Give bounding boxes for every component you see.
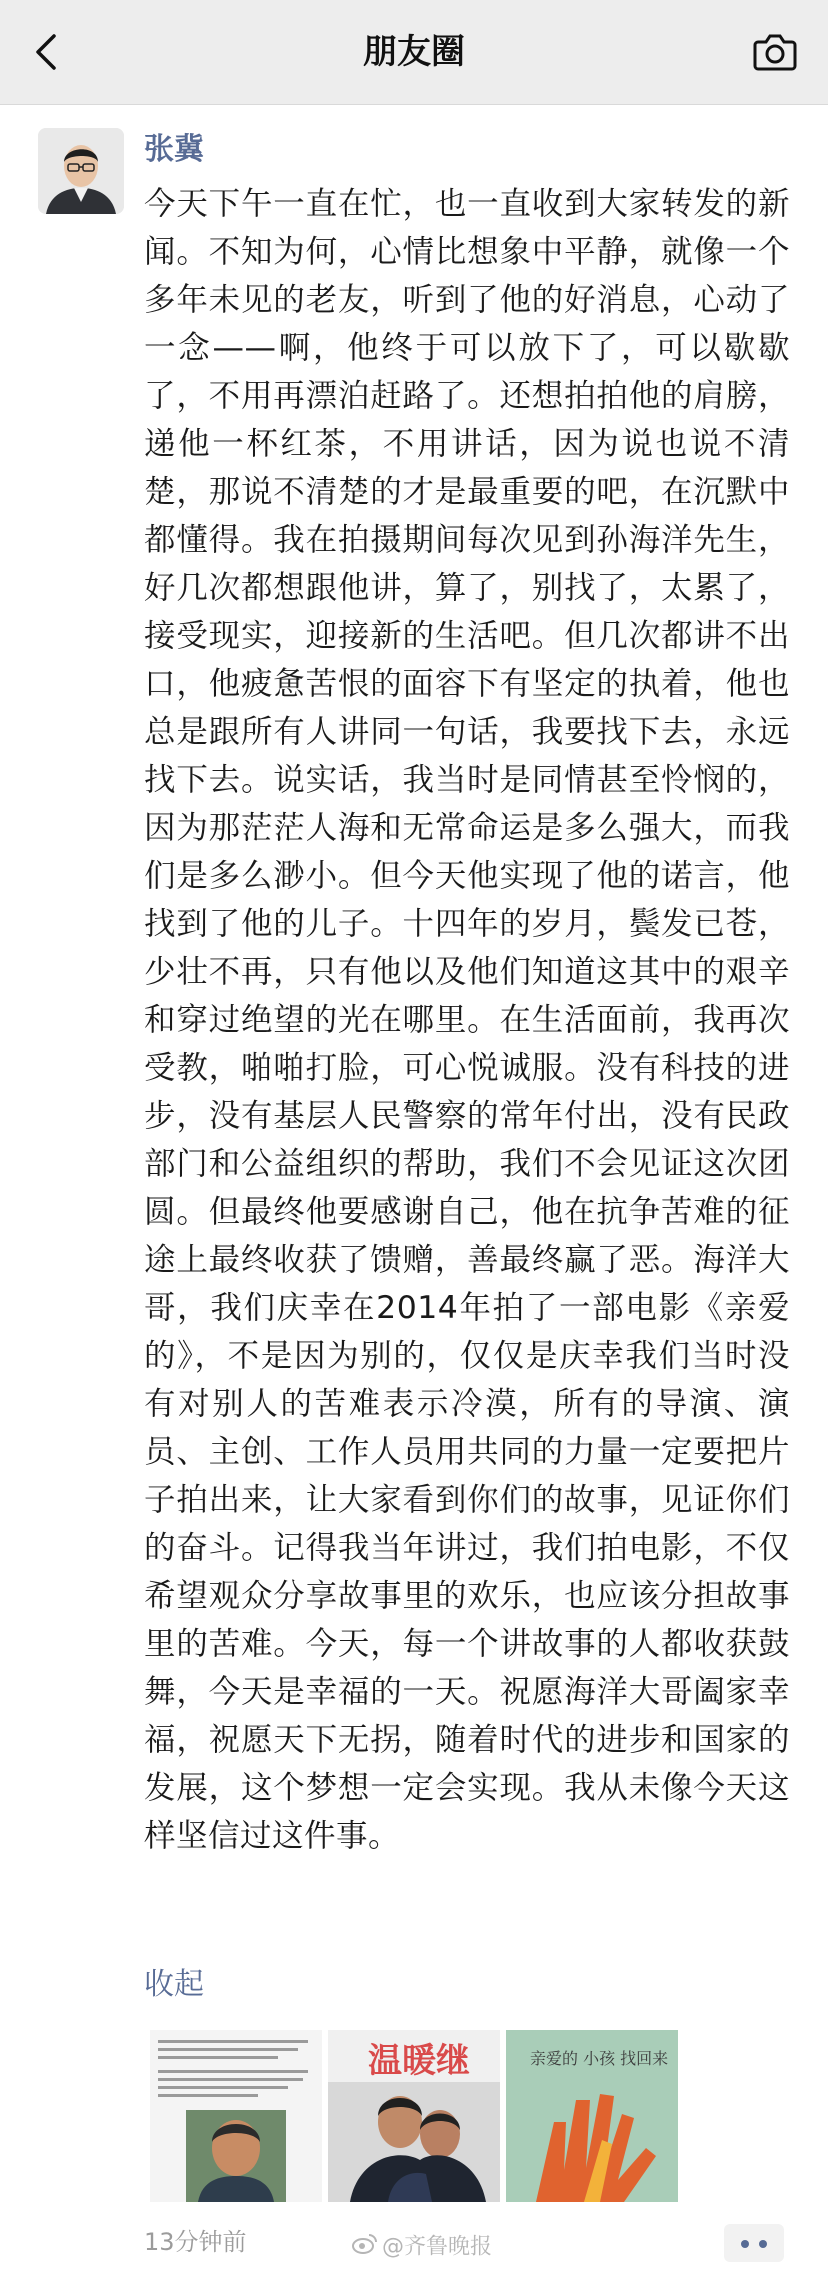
camera-icon[interactable] — [752, 32, 798, 72]
thumbnail-poster[interactable] — [506, 2030, 678, 2202]
dot-icon — [759, 2240, 767, 2248]
thumbnail-grid — [150, 2030, 690, 2202]
thumbnail-banner-text: 温暖继 — [368, 2041, 470, 2081]
post-text: 今天下午一直在忙，也一直收到大家转发的新闻。不知为何，心情比想象中平静，就像一个多年未见的老友，听到了他的好消息，心动了一念——啊，他终于可以放下了，可以歇歇了，不用再漂泊赶路了。还想拍拍他的肩膀，递他一杯红茶，不用讲话，因为说也说不清楚，那说不清楚的才是最重要的吧，在沉默中都懂得。我在拍摄期间每次见到孙海洋先生，好几次都想跟他讲，算了，别找了，太累了，接受现实，迎接新的生活吧。但几次都讲不出口，他疲惫苦恨的面容下有坚定的执着，他也总是跟所有人讲同一句话，我要找下去，永远找下去。说实话，我当时是同情甚至怜悯的，因为那茫茫人海和无常命运是多么强大，而我们是多么渺小。但今天他实现了他的诺言，他找到了他的儿子。十四年的岁月，鬓发已苍，少壮不再，只有他以及他们知道这其中的艰辛和穿过绝望的光在哪里。在生活面前，我再次受教，啪啪打脸，可心悦诚服。没有科技的进步，没有基层人民警察的常年付出，没有民政部门和公益组织的帮助，我们不会见证这次团圆。但最终他要感谢自己，他在抗争苦难的征途上最终收获了馈赠，善最终赢了恶。海洋大哥，我们庆幸在2014年拍了一部电影《亲爱的》，不是因为别的，仅仅是庆幸我们当时没有对别人的苦难表示冷漠，所有的导演、演员、主创、工作人员用共同的力量一定要把片子拍出来，让大家看到你们的故事，见证你们的奋斗。记得我当年讲过，我们拍电影，不仅希望观众分享故事里的欢乐，也应该分担故事里的苦难。今天，每一个讲故事的人都收获鼓舞，今天是幸福的一天。祝愿海洋大哥阖家幸福，祝愿天下无拐，随着时代的进步和国家的发展，这个梦想一定会实现。我从未像今天这样坚信过这件事。 — [144, 186, 790, 1854]
page-title: 朋友圈 — [363, 32, 465, 72]
thumbnail-poster-text: 亲爱的 小孩 找回来 — [530, 2049, 669, 2068]
author-name[interactable]: 张冀 — [144, 132, 204, 167]
watermark — [352, 2232, 492, 2263]
navbar — [0, 0, 828, 105]
weibo-icon — [352, 2232, 378, 2263]
collapse-link[interactable]: 收起 — [144, 1967, 204, 2002]
post-timestamp: 13分钟前 — [144, 2228, 247, 2256]
watermark-text: @齐鲁晚报 — [382, 2234, 493, 2260]
avatar[interactable] — [38, 128, 124, 214]
thumbnail-document-photo[interactable] — [150, 2030, 322, 2202]
more-actions-button[interactable] — [724, 2224, 784, 2262]
thumbnail-hug-photo[interactable] — [328, 2030, 500, 2202]
dot-icon — [741, 2240, 749, 2248]
